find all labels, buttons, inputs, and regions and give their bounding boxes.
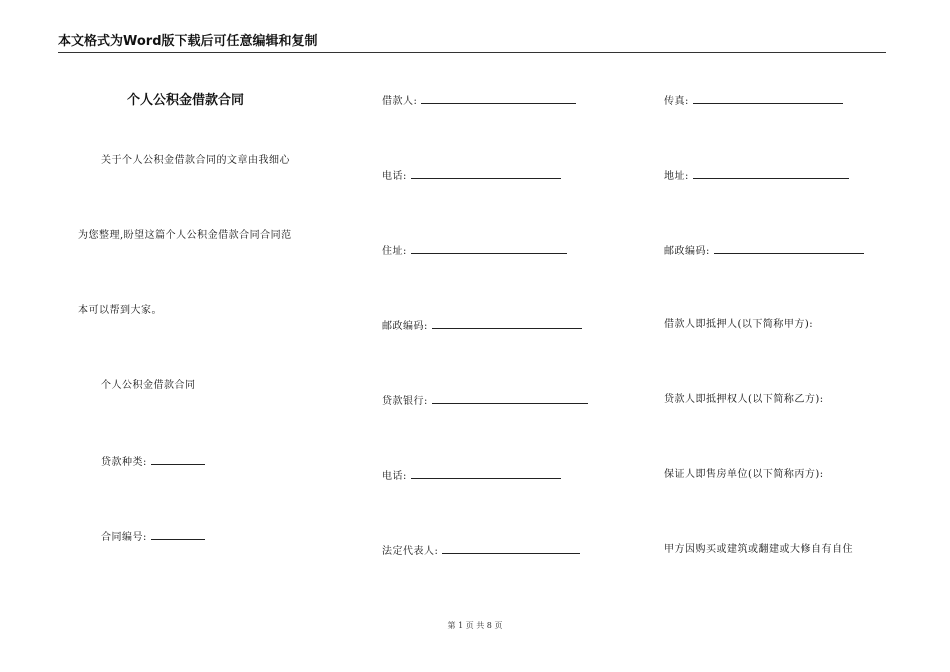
party-c-line: 保证人即售房单位(以下简称丙方): [664,469,824,480]
bank-phone-label: 电话: [382,471,407,482]
contract-no-blank[interactable] [151,529,205,540]
fax-label: 传真: [664,96,689,107]
bank-phone-row [382,468,561,484]
party-a-line: 借款人即抵押人(以下简称甲方): [664,319,814,330]
bank-blank[interactable] [432,393,588,404]
borrower-row [382,93,576,109]
fax-blank[interactable] [693,93,843,104]
party-b-line: 贷款人即抵押权人(以下简称乙方): [664,394,824,405]
intro-line-3: 本可以帮到大家。 [78,305,162,316]
borrower-postcode-blank[interactable] [432,318,582,329]
intro-line-1: 关于个人公积金借款合同的文章由我细心 [101,155,290,166]
header-text: 本文格式为Word版下载后可任意编辑和复制 [58,34,318,49]
fax-row [664,93,843,109]
subtitle: 个人公积金借款合同 [101,380,196,391]
borrower-postcode-row [382,318,582,334]
borrower-address-blank[interactable] [411,243,567,254]
bank-row [382,393,588,409]
contract-no-label: 合同编号: [101,532,147,543]
borrower-phone-row [382,168,561,184]
legal-rep-row [382,543,580,559]
borrower-postcode-label: 邮政编码: [382,321,428,332]
bank-postcode-row [664,243,864,259]
borrower-blank[interactable] [421,93,576,104]
borrower-phone-blank[interactable] [411,168,561,179]
loan-type-row [101,454,205,470]
legal-rep-label: 法定代表人: [382,546,439,557]
page-header [58,34,886,53]
clause-start-line: 甲方因购买或建筑或翻建或大修自有自住 [664,544,853,555]
borrower-address-label: 住址: [382,246,407,257]
bank-address-row [664,168,849,184]
document-title: 个人公积金借款合同 [127,93,245,108]
contract-no-row [101,529,205,545]
borrower-phone-label: 电话: [382,171,407,182]
loan-type-blank[interactable] [151,454,205,465]
loan-type-label: 贷款种类: [101,457,147,468]
intro-line-2: 为您整理,盼望这篇个人公积金借款合同合同范 [78,230,292,241]
bank-address-label: 地址: [664,171,689,182]
bank-postcode-blank[interactable] [714,243,864,254]
borrower-address-row [382,243,567,259]
legal-rep-blank[interactable] [442,543,580,554]
borrower-label: 借款人: [382,96,418,107]
bank-phone-blank[interactable] [411,468,561,479]
page-footer: 第 1 页 共 8 页 [447,621,503,630]
bank-postcode-label: 邮政编码: [664,246,710,257]
bank-address-blank[interactable] [693,168,849,179]
bank-label: 贷款银行: [382,396,428,407]
